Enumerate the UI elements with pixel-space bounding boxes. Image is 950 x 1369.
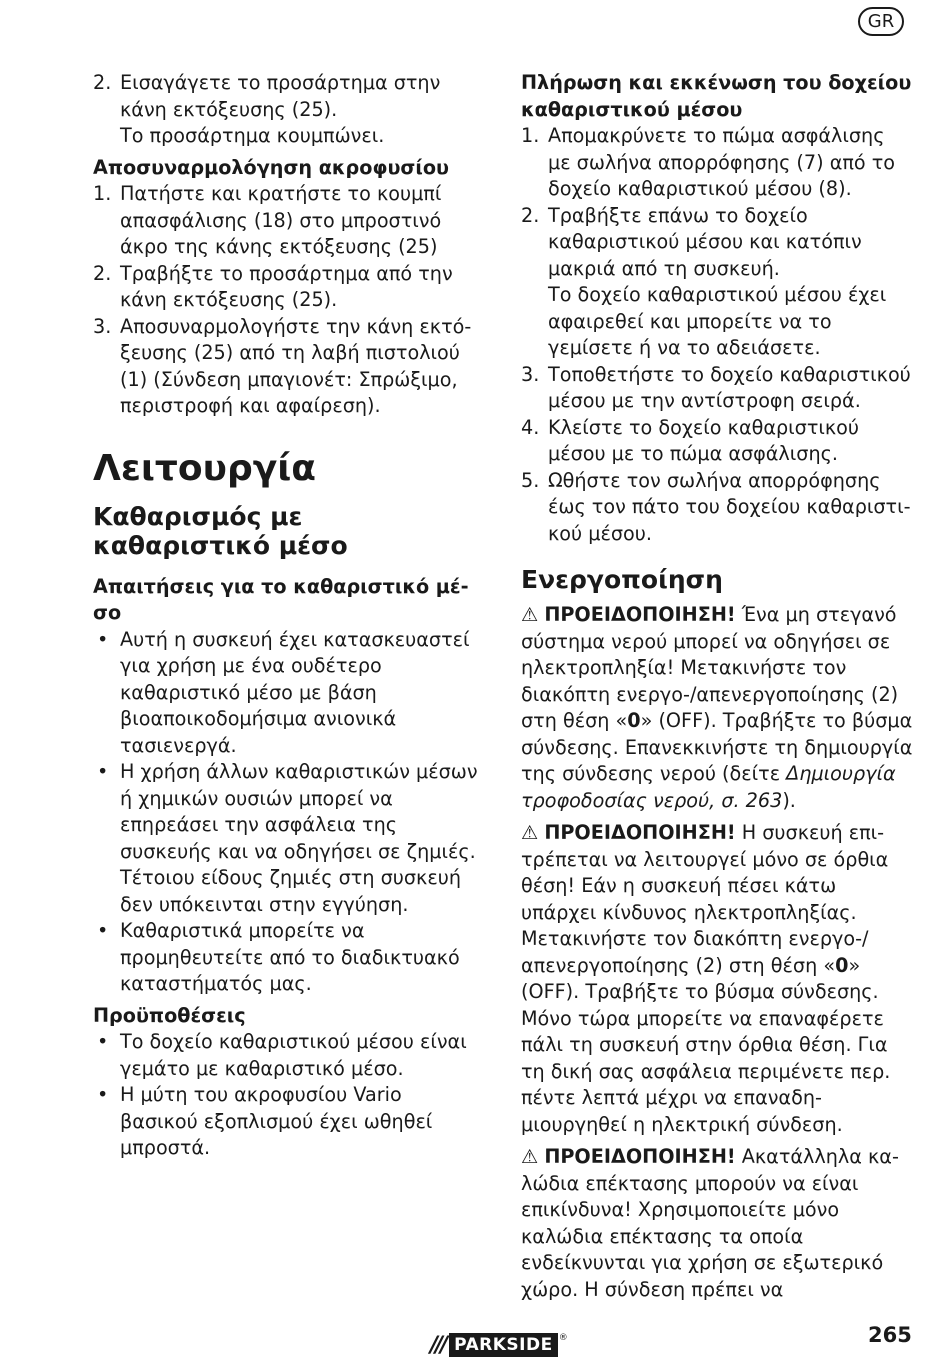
step-note: Το δοχείο καθαριστικού μέσου έχει αφαιρεθεί και μπορείτε να το γεμίσετε ή να το αδειάσετε.	[548, 283, 887, 359]
step-number: 4.	[521, 415, 540, 439]
switch-position-zero: 0	[627, 709, 641, 732]
warning-paragraph	[521, 820, 913, 1138]
warning-text: ).	[782, 788, 796, 812]
bullet-icon: •	[97, 919, 109, 942]
list-item	[93, 181, 483, 261]
step-text: Εισαγάγετε το προσάρτημα στην κάνη εκτόξευσης (25).	[120, 71, 441, 121]
step-text: Κλείστε το δοχείο καθαριστικού μέσου με το πώμα ασφάλισης.	[548, 415, 860, 465]
section-heading: Αποσυναρμολόγηση ακροφυσίου	[93, 155, 449, 179]
list-item	[93, 261, 483, 314]
list-item	[521, 362, 913, 415]
bullet-text: Καθαριστικά μπορείτε να προμηθευτείτε από το διαδικτυακό καταστήματός μας.	[120, 919, 460, 995]
warning-label: ΠΡΟΕΙΔΟΠΟΙΗΣΗ!	[544, 1145, 736, 1168]
bullet-icon: •	[97, 1030, 109, 1053]
step-text: Τραβήξτε το προσάρτημα από την κάνη εκτόξευσης (25).	[120, 261, 453, 311]
warning-text: Ακατάλληλα καλώδια επέκτασης μπορούν να είναι επικίνδυνα! Χρησιμοποιείτε μόνο καλώδια επέκτασης τα οποία ενδείκνυνται για χρήση σε εξωτερικό χώρο. Η σύνδεση πρέπει να	[521, 1145, 899, 1301]
warning-text: Η συσκευή επιτρέπεται να λειτουργεί μόνο σε όρθια θέση! Εάν η συσκευή πέσει κάτω υπάρχει κίνδυνος ηλεκτροπληξίας. Μετακινήστε τον διακόπτη ενεργο-/απενεργοποίησης (2) στη θέση «	[521, 821, 889, 977]
bullet-text: Η χρήση άλλων καθαριστικών μέσων ή χημικών ουσιών μπορεί να επηρεάσει την ασφάλεια της συσκευής και να οδηγήσει σε ζημιές. Τέτοιου είδους ζημιές στη συσκευή δεν υπόκεινται στην εγγύηση.	[120, 760, 478, 916]
language-badge: GR	[858, 7, 904, 36]
step-number: 2.	[521, 203, 540, 227]
warning-triangle-icon: ⚠	[521, 603, 539, 626]
registered-mark: ®	[558, 1333, 568, 1343]
list-item	[93, 1082, 483, 1162]
list-item	[521, 415, 913, 468]
list-item	[93, 70, 483, 123]
step-number: 3.	[93, 314, 112, 338]
section-heading: Προϋποθέσεις	[93, 1003, 246, 1027]
page-number: 265	[868, 1323, 912, 1347]
disassembly-steps	[93, 181, 483, 420]
bullet-text: Το δοχείο καθαριστικού μέσου είναι γεμάτο με καθαριστικό μέσο.	[120, 1030, 467, 1080]
step-number: 1.	[93, 182, 112, 205]
step-number: 3.	[521, 362, 540, 386]
warning-triangle-icon: ⚠	[521, 821, 539, 844]
list-item	[521, 203, 913, 283]
step-number: 2.	[93, 261, 112, 285]
step-text: Ωθήστε τον σωλήνα απορρόφησης έως τον πάτο του δοχείου καθαριστικού μέσου.	[548, 468, 911, 545]
logo-brand: PARKSIDE	[449, 1333, 558, 1357]
warning-label: ΠΡΟΕΙΔΟΠΟΙΗΣΗ!	[544, 603, 736, 626]
left-column	[93, 70, 483, 1162]
bullet-icon: •	[97, 627, 109, 651]
right-column	[521, 70, 913, 1303]
list-item	[93, 627, 483, 760]
warning-text: » (OFF). Τραβήξτε το βύσμα σύνδεσης. Μόνο τώρα μπορείτε να επαναφέρετε πάλι τη συσκευή στην όρθια θέση. Για τη δική σας ασφάλεια περιμένετε περ. πέντε λεπτά μέχρι να επαναδημιουργηθεί η ηλεκτρική σύνδεση.	[521, 953, 891, 1136]
warning-text: Ένα μη στεγανό σύστημα νερού μπορεί να οδηγήσει σε ηλεκτροπληξία! Μετακινήστε τον διακόπτη ενεργο-/απενεργοποίησης (2) στη θέση «	[521, 603, 899, 732]
warning-label: ΠΡΟΕΙΔΟΠΟΙΗΣΗ!	[544, 821, 736, 844]
warning-paragraph	[521, 602, 913, 814]
step-text: Πατήστε και κρατήστε το κουμπί απασφάλισης (18) στο μπροστινό άκρο της κάνης εκτόξευσης (25)	[120, 182, 442, 258]
list-item	[93, 759, 483, 918]
list-item	[93, 918, 483, 998]
chapter-title: Λειτουργία	[93, 447, 316, 489]
warning-text: » (OFF). Τραβήξτε το βύσμα σύνδεσης. Επανεκκινήστε τη δημιουργία της σύνδεσης νερού (δείτε	[521, 709, 913, 785]
section-heading: Απαιτήσεις για το καθαριστικό μέσο	[93, 574, 469, 624]
bullet-text: Η μύτη του ακροφυσίου Vario βασικού εξοπλισμού έχει ωθηθεί μπροστά.	[120, 1083, 433, 1159]
step-text: Τραβήξτε επάνω το δοχείο καθαριστικού μέσου και κατόπιν μακριά από τη συσκευή.	[548, 203, 862, 280]
list-item	[93, 314, 483, 420]
parkside-logo	[430, 1333, 590, 1357]
bullet-text: Αυτή η συσκευή έχει κατασκευαστεί για χρήση με ένα ουδέτερο καθαριστικό μέσο με βάση βιοαποικοδομήσιμα ανιονικά τασιενεργά.	[120, 627, 470, 757]
step-text: Απομακρύνετε το πώμα ασφάλισης με σωλήνα απορρόφησης (7) από το δοχείο καθαριστικού μέσου (8).	[548, 124, 896, 200]
warning-triangle-icon: ⚠	[521, 1145, 539, 1168]
step-note: Το προσάρτημα κουμπώνει.	[120, 124, 385, 147]
step-text: Τοποθετήστε το δοχείο καθαριστικού μέσου με την αντίστροφη σειρά.	[548, 362, 911, 412]
step-number: 5.	[521, 468, 540, 492]
section-title: Ενεργοποίηση	[521, 565, 723, 594]
warning-paragraph	[521, 1144, 913, 1303]
list-item	[521, 123, 913, 203]
logo-slashes: ///	[430, 1332, 446, 1358]
bullet-icon: •	[97, 1083, 109, 1106]
cross-reference: Δημιουργία τροφοδοσίας νερού, σ. 263	[521, 762, 896, 812]
step-number: 1.	[521, 124, 540, 147]
step-number: 2.	[93, 71, 112, 94]
list-item	[93, 1029, 483, 1082]
switch-position-zero: 0	[835, 953, 849, 977]
step-text: Αποσυναρμολογήστε την κάνη εκτόξευσης (25) από τη λαβή πιστολιού (1) (Σύνδεση μπαγιονέτ: Σπρώξιμο, περιστροφή και αφαίρεση).	[120, 314, 472, 417]
list-item	[521, 468, 913, 548]
bullet-icon: •	[97, 760, 109, 783]
section-heading: Πλήρωση και εκκένωση του δοχείου καθαριστικού μέσου	[521, 71, 912, 121]
section-title: Καθαρισμός με καθαριστικό μέσο	[93, 501, 348, 560]
